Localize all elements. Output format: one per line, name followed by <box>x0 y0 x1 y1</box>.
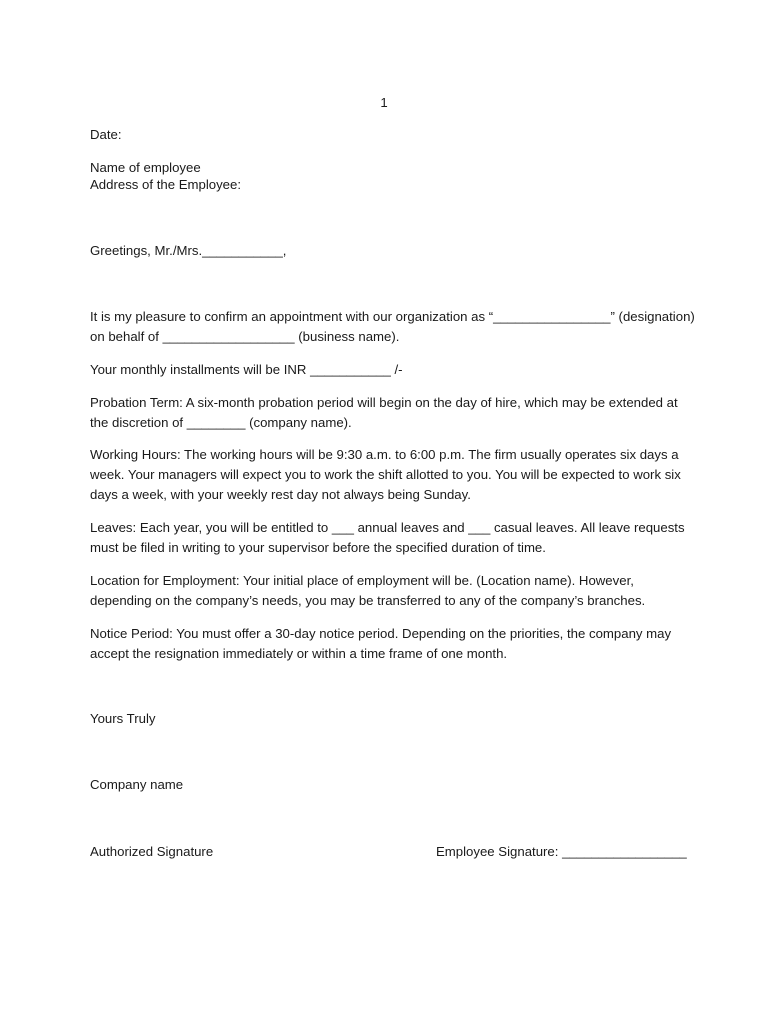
probation-paragraph <box>90 393 682 433</box>
page-number: 1 <box>380 95 388 110</box>
working-hours-paragraph <box>90 445 682 505</box>
employee-signature: Employee Signature: _________________ <box>436 844 687 859</box>
employee-name-line: Name of employee <box>90 160 201 175</box>
notice-line-2: accept the resignation immediately or within a time frame of one month. <box>90 646 508 661</box>
appointment-paragraph <box>90 307 695 347</box>
appointment-line-2: on behalf of __________________ (business name). <box>90 329 400 344</box>
appointment-line-1: It is my pleasure to confirm an appointment with our organization as “________________” (designation) <box>90 309 695 324</box>
date-line: Date: <box>90 127 122 142</box>
working-hours-line-2: week. Your managers will expect you to work the shift allotted to you. You will be expected to work six <box>90 467 681 482</box>
company-name-line: Company name <box>90 777 184 792</box>
location-paragraph <box>90 571 682 611</box>
location-line-2: depending on the company’s needs, you may be transferred to any of the company’s branches. <box>90 593 646 608</box>
leaves-line-2: must be filed in writing to your supervisor before the specified duration of time. <box>90 540 546 555</box>
installments-paragraph <box>90 360 682 380</box>
employee-address-line: Address of the Employee: <box>90 177 242 192</box>
leaves-line-1: Leaves: Each year, you will be entitled to ___ annual leaves and ___ casual leaves. All leave requests <box>90 520 685 535</box>
notice-paragraph <box>90 624 682 664</box>
greeting-line: Greetings, Mr./Mrs.___________, <box>90 243 287 258</box>
closing-line: Yours Truly <box>90 711 156 726</box>
location-line-1: Location for Employment: Your initial place of employment will be. (Location name). However, <box>90 573 634 588</box>
working-hours-line-1: Working Hours: The working hours will be 9:30 a.m. to 6:00 p.m. The firm usually operates six days a <box>90 447 679 462</box>
probation-line-1: Probation Term: A six-month probation period will begin on the day of hire, which may be extended at <box>90 395 678 410</box>
probation-line-2: the discretion of ________ (company name). <box>90 415 352 430</box>
leaves-paragraph <box>90 518 685 558</box>
notice-line-1: Notice Period: You must offer a 30-day notice period. Depending on the priorities, the company may <box>90 626 672 641</box>
authorized-signature: Authorized Signature <box>90 844 214 859</box>
installments-line-1: Your monthly installments will be INR ___________ /- <box>90 362 403 377</box>
working-hours-line-3: days a week, with your weekly rest day not always being Sunday. <box>90 487 471 502</box>
